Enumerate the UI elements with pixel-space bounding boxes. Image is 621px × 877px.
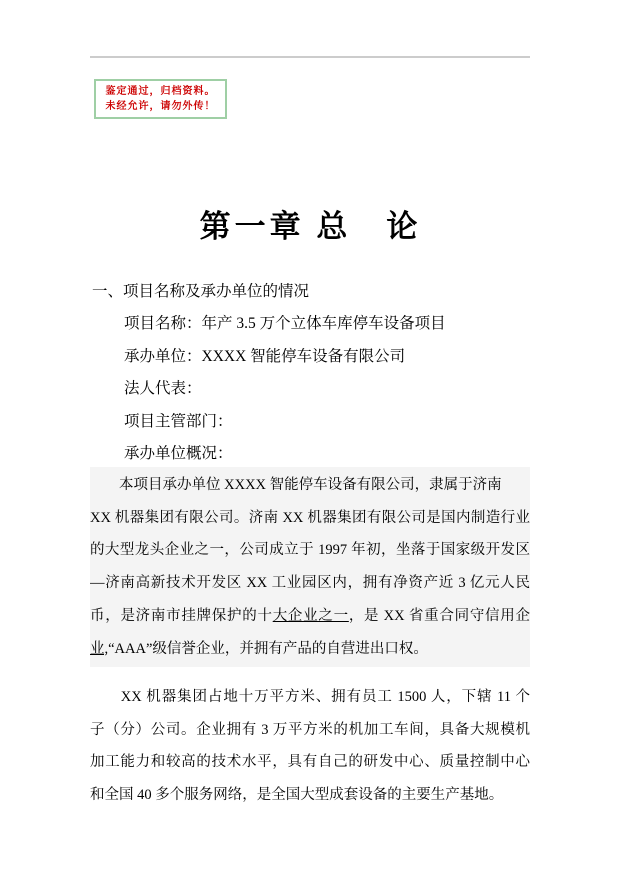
text-line xyxy=(90,746,530,779)
text-segment: “AAA”级信誉企业，并拥有产品的自营进出口权。 xyxy=(108,640,428,657)
info-line: 承办单位概况： xyxy=(124,445,233,462)
text-line xyxy=(90,502,530,535)
text-line xyxy=(90,714,530,747)
text-segment: 加工能力和较高的技术水平，具有自己的研发中心、质量控制中心 xyxy=(90,754,530,771)
text-segment: ，是 XX 省重合同守信用企 xyxy=(348,607,530,624)
text-line xyxy=(90,534,530,567)
text-segment: 子（分）公司。企业拥有 3 万平方米的机加工车间，具备大规模机 xyxy=(90,721,530,738)
text-line xyxy=(90,633,530,666)
info-line: 承办单位：XXXX 智能停车设备有限公司 xyxy=(124,347,406,365)
text-line xyxy=(90,469,530,502)
info-line: 项目名称：年产 3.5 万个立体车库停车设备项目 xyxy=(124,315,446,332)
chapter-title: 第一章 总 论 xyxy=(199,209,422,244)
text-line xyxy=(90,779,530,812)
text-segment: —济南高新技术开发区 XX 工业园区内，拥有净资产近 3 亿元人民 xyxy=(90,575,530,592)
archive-stamp-box xyxy=(94,79,227,119)
text-line xyxy=(90,681,530,714)
project-info-list xyxy=(124,308,530,471)
text-segment: XX 机器集团有限公司。济南 XX 机器集团有限公司是国内制造行业 xyxy=(90,509,530,526)
text-line xyxy=(90,600,530,633)
text-segment: XX 机器集团占地十万平方米、拥有员工 1500 人，下辖 11 个 xyxy=(90,689,530,705)
stamp-line-2: 未经允许，请勿外传！ xyxy=(105,101,216,112)
text-segment: 币，是济南市挂牌保护的十 xyxy=(90,607,273,624)
text-segment: 和全国 40 多个服务网络，是全国大型成套设备的主要生产基地。 xyxy=(90,787,504,804)
header-rule xyxy=(90,56,530,58)
info-line: 项目主管部门： xyxy=(124,412,233,430)
text-segment: 本项目承办单位 XXXX 智能停车设备有限公司，隶属于济南 xyxy=(90,477,502,493)
stamp-line-1: 鉴定通过，归档资料。 xyxy=(105,86,216,97)
text-line xyxy=(90,567,530,600)
text-segment: 的大型龙头企业之一，公司成立于 1997 年初，坐落于国家级开发区 xyxy=(90,542,530,559)
company-overview-paragraph xyxy=(90,467,530,667)
underlined-text: 大企业之一 xyxy=(272,607,349,624)
info-line: 法人代表： xyxy=(124,380,202,397)
company-scale-paragraph xyxy=(90,681,530,812)
underlined-text: 业, xyxy=(90,640,109,657)
section-heading: 一、项目名称及承办单位的情况 xyxy=(92,283,310,300)
